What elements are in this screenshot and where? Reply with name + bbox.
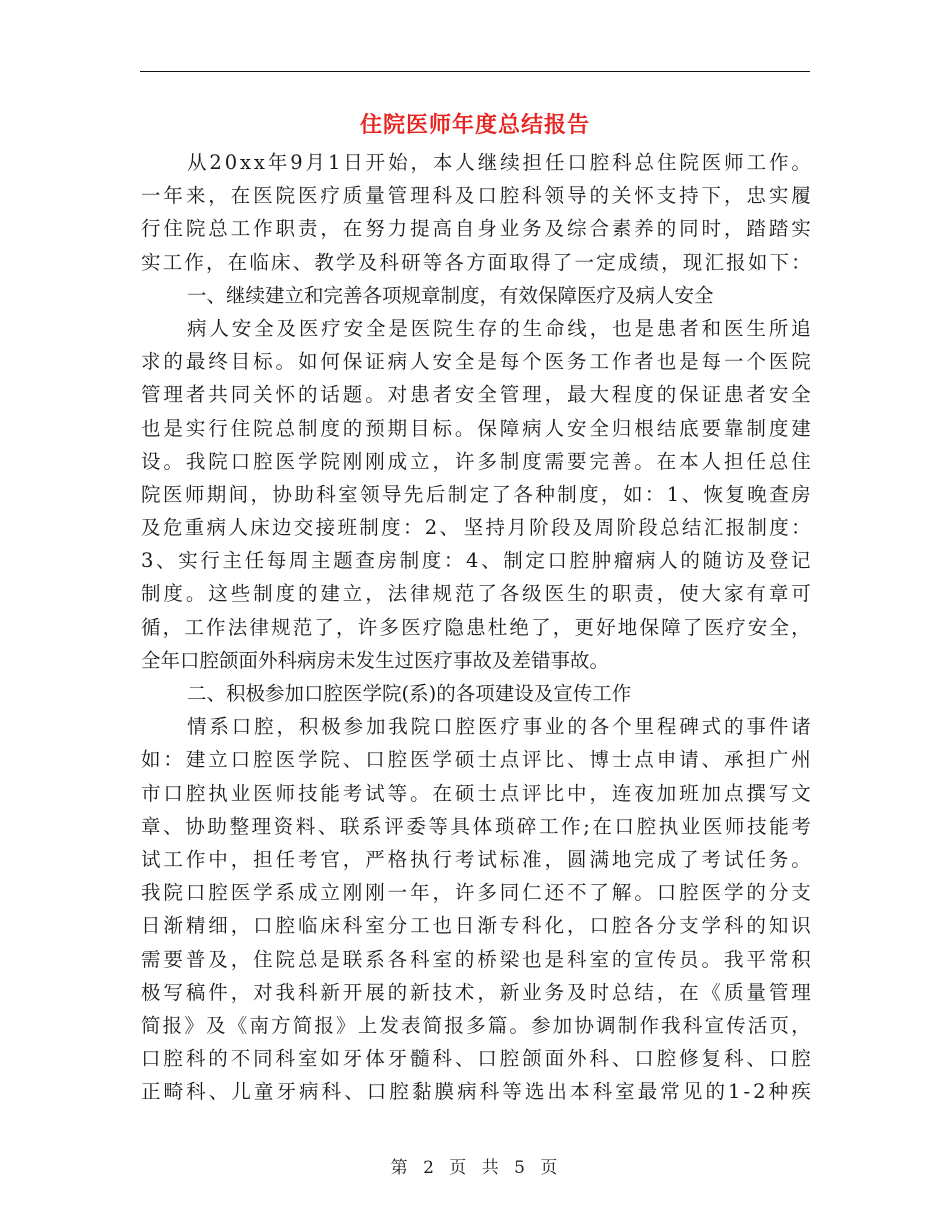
text-line: 求 的 最 终 目 标 。 如 何 保 证 病 人 安 全 是 每 个 医 务 工 作 者 也 是 每 一 个 医 院 [141, 350, 811, 374]
text-line: 试 工 作 中 ， 担 任 考 官 ， 严 格 执 行 考 试 标 准 ， 圆 满 地 完 成 了 考 试 任 务 。 [141, 847, 811, 871]
text-line: 3 、 实 行 主 任 每 周 主 题 查 房 制 度 ： 4 、 制 定 口 腔 肿 瘤 病 人 的 随 访 及 登 记 [141, 549, 811, 573]
text-line: 日 渐 精 细 ， 口 腔 临 床 科 室 分 工 也 日 渐 专 科 化 ， 口 腔 各 分 支 学 科 的 知 识 [141, 914, 811, 938]
text-line: 从 2 0 x x 年 9 月 1 日 开 始 ， 本 人 继 续 担 任 口 腔 科 总 住 院 医 师 工 作 。 [187, 151, 811, 174]
text-line: 如 ： 建 立 口 腔 医 学 院 、 口 腔 医 学 硕 士 点 评 比 、 博 士 点 申 请 、 承 担 广 州 [141, 748, 811, 772]
text-line: 制 度 。 这 些 制 度 的 建 立 ， 法 律 规 范 了 各 级 医 生 的 职 责 ， 使 大 家 有 章 可 [141, 582, 811, 606]
text-line: 也 是 实 行 住 院 总 制 度 的 预 期 目 标 。 保 障 病 人 安 全 归 根 结 底 要 靠 制 度 建 [141, 416, 811, 440]
text-line: 院 医 师 期 间 ， 协 助 科 室 领 导 先 后 制 定 了 各 种 制 度 ， 如 ： 1 、 恢 复 晚 查 房 [141, 482, 811, 506]
text-line: 简 报 》 及 《 南 方 简 报 》 上 发 表 简 报 多 篇 。 参 加 协 调 制 作 我 科 宣 传 活 页 ， [141, 1013, 811, 1037]
text-line: 一、继续建立和完善各项规章制度，有效保障医疗及病人安全 [187, 283, 714, 307]
footer-page-unit: 页 [449, 1158, 469, 1178]
text-line: 全年口腔颌面外科病房未发生过医疗事故及差错事故。 [141, 648, 610, 672]
text-line: 口 腔 科 的 不 同 科 室 如 牙 体 牙 髓 科 、 口 腔 颌 面 外 科 、 口 腔 修 复 科 、 口 腔 [141, 1047, 811, 1071]
text-line: 极 写 稿 件 ， 对 我 科 新 开 展 的 新 技 术 ， 新 业 务 及 时 总 结 ， 在 《 质 量 管 理 [141, 980, 811, 1004]
footer-page-label: 第 [390, 1158, 410, 1178]
text-line: 市 口 腔 执 业 医 师 技 能 考 试 等 。 在 硕 士 点 评 比 中 ， 连 夜 加 班 加 点 撰 写 文 [141, 781, 811, 805]
footer-total-pages: 5 [514, 1158, 527, 1178]
footer-current-page: 2 [423, 1158, 436, 1178]
text-line: 及 危 重 病 人 床 边 交 接 班 制 度 ： 2 、 坚 持 月 阶 段 及 周 阶 段 总 结 汇 报 制 度 ： [141, 516, 811, 540]
footer-total-label: 共 [481, 1158, 501, 1178]
text-line: 设 。 我 院 口 腔 医 学 院 刚 刚 成 立 ， 许 多 制 度 需 要 完 善 。 在 本 人 担 任 总 住 [141, 449, 811, 473]
text-line: 我 院 口 腔 医 学 系 成 立 刚 刚 一 年 ， 许 多 同 仁 还 不 了 解 。 口 腔 医 学 的 分 支 [141, 881, 811, 905]
text-line: 需 要 普 及 ， 住 院 总 是 联 系 各 科 室 的 桥 梁 也 是 科 室 的 宣 传 员 。 我 平 常 积 [141, 947, 811, 971]
text-line: 章 、 协 助 整 理 资 料 、 联 系 评 委 等 具 体 琐 碎 工 作 ; 在 口 腔 执 业 医 师 技 能 考 [141, 814, 811, 838]
header-rule [140, 71, 810, 72]
text-line: 实 工 作 ， 在 临 床 、 教 学 及 科 研 等 各 方 面 取 得 了 一 定 成 绩 ， 现 汇 报 如 下 ： [141, 250, 811, 274]
text-line: 管 理 者 共 同 关 怀 的 话 题 。 对 患 者 安 全 管 理 ， 最 大 程 度 的 保 证 患 者 安 全 [141, 383, 811, 407]
text-line: 正 畸 科 、 儿 童 牙 病 科 、 口 腔 黏 膜 病 科 等 选 出 本 科 室 最 常 见 的 1 - 2 种 疾 [141, 1080, 811, 1104]
page-footer [0, 1153, 950, 1178]
footer-total-unit: 页 [540, 1158, 560, 1178]
text-line: 病 人 安 全 及 医 疗 安 全 是 医 院 生 存 的 生 命 线 ， 也 是 患 者 和 医 生 所 追 [187, 316, 811, 340]
text-line: 一 年 来 ， 在 医 院 医 疗 质 量 管 理 科 及 口 腔 科 领 导 的 关 怀 支 持 下 ， 忠 实 履 [141, 184, 811, 208]
document-body [141, 146, 811, 1108]
text-line: 情 系 口 腔 ， 积 极 参 加 我 院 口 腔 医 疗 事 业 的 各 个 里 程 碑 式 的 事 件 诸 [187, 715, 811, 739]
text-line: 行 住 院 总 工 作 职 责 ， 在 努 力 提 高 自 身 业 务 及 综 合 素 养 的 同 时 ， 踏 踏 实 [141, 217, 811, 241]
text-line: 二、积极参加口腔医学院(系)的各项建设及宣传工作 [187, 682, 632, 705]
text-line: 循 ， 工 作 法 律 规 范 了 ， 许 多 医 疗 隐 患 杜 绝 了 ， 更 好 地 保 障 了 医 疗 安 全 ， [141, 615, 811, 639]
document-title: 住院医师年度总结报告 [359, 112, 590, 138]
